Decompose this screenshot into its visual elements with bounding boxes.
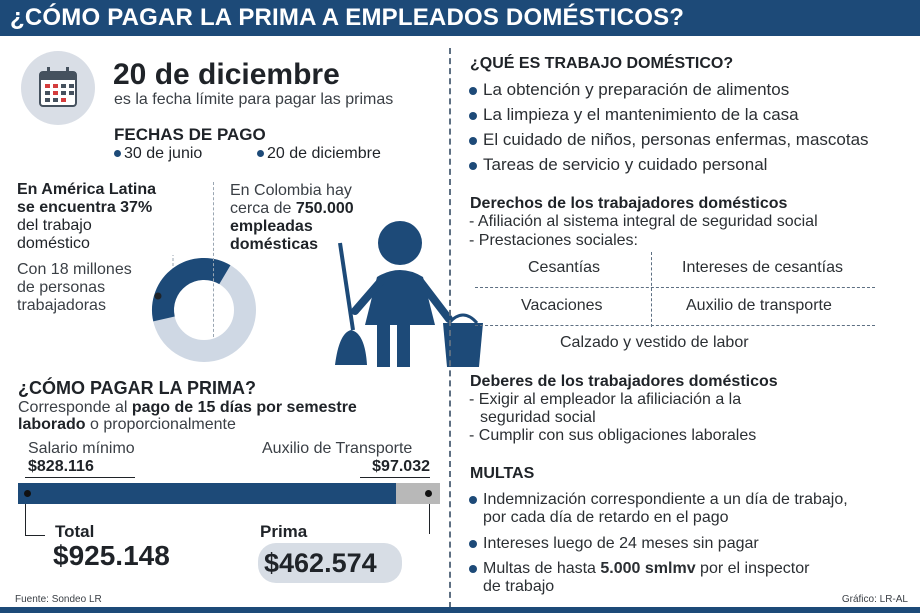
- prima-value: $462.574: [264, 548, 377, 578]
- grid-divider-bottom: [475, 325, 875, 326]
- rights-grid-item: Vacaciones: [521, 297, 603, 314]
- salary-value: $828.116: [28, 458, 94, 475]
- rights-item: - Prestaciones sociales:: [469, 232, 638, 249]
- fines-item: Intereses luego de 24 meses sin pagar: [469, 535, 759, 553]
- prima-label: Prima: [260, 522, 308, 541]
- rights-title: Derechos de los trabajadores domésticos: [470, 195, 788, 212]
- deadline-date: 20 de diciembre: [113, 58, 340, 91]
- salary-bar-marker: [24, 490, 31, 497]
- rights-grid-item: Intereses de cesantías: [682, 259, 843, 276]
- header-banner: [0, 0, 920, 36]
- latam-share-donut: [140, 255, 260, 365]
- source-note: Fuente: Sondeo LR: [15, 594, 102, 605]
- what-is-item: Tareas de servicio y cuidado personal: [469, 155, 767, 175]
- how-to-pay-line1: Corresponde al pago de 15 días por semestre: [18, 399, 357, 416]
- grid-divider-horizontal: [475, 287, 875, 288]
- total-label: Total: [55, 522, 95, 541]
- what-is-item: El cuidado de niños, personas enfermas, mascotas: [469, 130, 869, 150]
- rights-last-item: Calzado y vestido de labor: [560, 334, 749, 351]
- duties-list: - Exigir al empleador la afiliciación a la seguridad social - Cumplir con sus obligaciones laborales: [469, 391, 757, 444]
- fines-title: MULTAS: [470, 465, 535, 482]
- rights-grid-item: Auxilio de transporte: [686, 297, 832, 314]
- salary-bar-segment: [18, 483, 396, 504]
- colombia-callout: [213, 182, 214, 337]
- prima-connector: [429, 504, 430, 534]
- fines-item: Multas de hasta 5.000 smlmv por el inspector de trabajo: [469, 560, 809, 596]
- latam-share-arc: [163, 269, 225, 319]
- transport-underline: [360, 477, 430, 478]
- total-value: $925.148: [53, 540, 170, 571]
- fines-item: Indemnización correspondiente a un día de trabajo, por cada día de retardo en el pago: [469, 491, 848, 527]
- duties-title: Deberes de los trabajadores domésticos: [470, 373, 778, 390]
- how-to-pay-title: ¿CÓMO PAGAR LA PRIMA?: [18, 378, 256, 398]
- latam-text: En América Latina se encuentra 37% del trabajo doméstico: [17, 181, 157, 252]
- column-divider: [449, 48, 451, 608]
- salary-label: Salario mínimo: [28, 440, 135, 457]
- calendar-icon: [20, 50, 96, 126]
- what-is-item: La limpieza y el mantenimiento de la casa: [469, 105, 799, 125]
- colombia-text: En Colombia hay cerca de 750.000 empleadas domésticas: [230, 182, 354, 253]
- housekeeper-icon: [325, 215, 490, 375]
- what-is-item: La obtención y preparación de alimentos: [469, 80, 789, 100]
- prima-value-badge: [258, 543, 402, 583]
- how-to-pay-line2: laborado o proporcionalmente: [18, 416, 236, 433]
- workers-text: Con 18 millones de personas trabajadoras: [17, 261, 132, 314]
- footer-bar: [0, 607, 920, 613]
- total-connector: [25, 504, 45, 536]
- rights-item: - Afiliación al sistema integral de seguridad social: [469, 213, 818, 230]
- payment-date-1: 30 de junio: [114, 145, 202, 163]
- rights-grid-item: Cesantías: [528, 259, 601, 276]
- transport-label: Auxilio de Transporte: [262, 440, 413, 457]
- transport-bar-marker: [425, 490, 432, 497]
- credit-note: Gráfico: LR-AL: [841, 594, 908, 605]
- transport-value: $97.032: [372, 458, 430, 475]
- page-title: ¿CÓMO PAGAR LA PRIMA A EMPLEADOS DOMÉSTICOS?: [10, 4, 685, 31]
- total-bar: [18, 483, 440, 504]
- grid-divider-vertical: [651, 252, 652, 327]
- payment-dates-title: FECHAS DE PAGO: [114, 125, 266, 144]
- deadline-subtitle: es la fecha límite para pagar las primas: [114, 91, 394, 108]
- payment-date-2: 20 de diciembre: [257, 145, 381, 163]
- salary-underline: [25, 477, 135, 478]
- what-is-title: ¿QUÉ ES TRABAJO DOMÉSTICO?: [470, 55, 734, 72]
